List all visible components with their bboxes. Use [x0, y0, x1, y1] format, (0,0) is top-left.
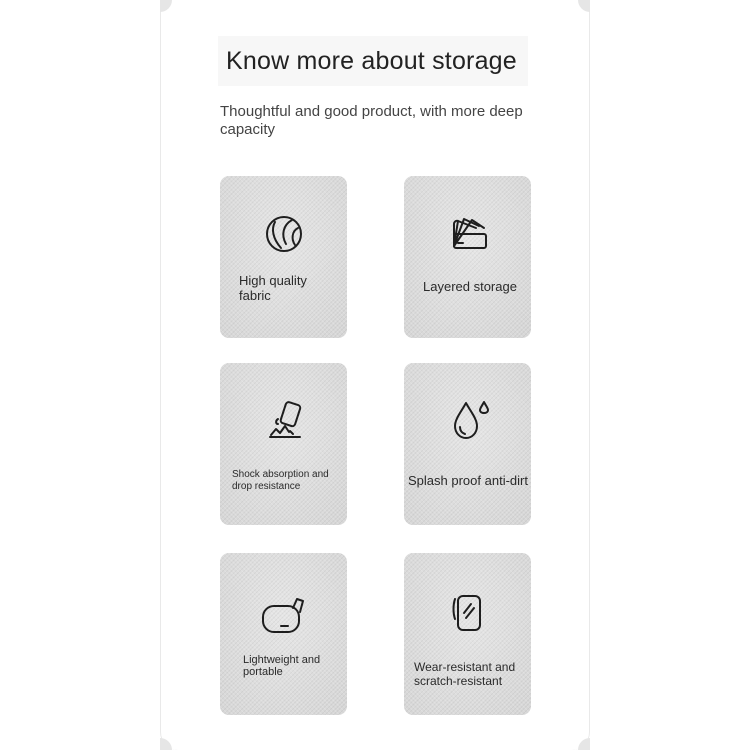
page-subtitle: Thoughtful and good product, with more deep capacity [220, 103, 523, 138]
title-banner [218, 36, 528, 86]
feature-label: Lightweight and portable [243, 654, 321, 678]
feature-card-shock [220, 363, 347, 525]
feature-card-splash [404, 363, 531, 525]
feature-label: Layered storage [423, 279, 517, 294]
feature-card-wear [404, 553, 531, 715]
scratch-icon [445, 591, 491, 637]
water-drop-icon [448, 397, 494, 443]
pouch-icon [261, 595, 307, 641]
feature-label: High quality fabric [239, 273, 307, 303]
drop-shock-icon [266, 397, 312, 443]
fabric-icon [261, 211, 307, 257]
feature-card-lightweight [220, 553, 347, 715]
feature-label: Wear-resistant and scratch-resistant [414, 660, 516, 688]
cards-icon [446, 212, 492, 258]
feature-label: Shock absorption and drop resistance [232, 469, 329, 492]
feature-label: Splash proof anti-dirt [408, 473, 528, 488]
page-title: Know more about storage [226, 46, 517, 75]
feature-card-fabric [220, 176, 347, 338]
feature-card-layered [404, 176, 531, 338]
